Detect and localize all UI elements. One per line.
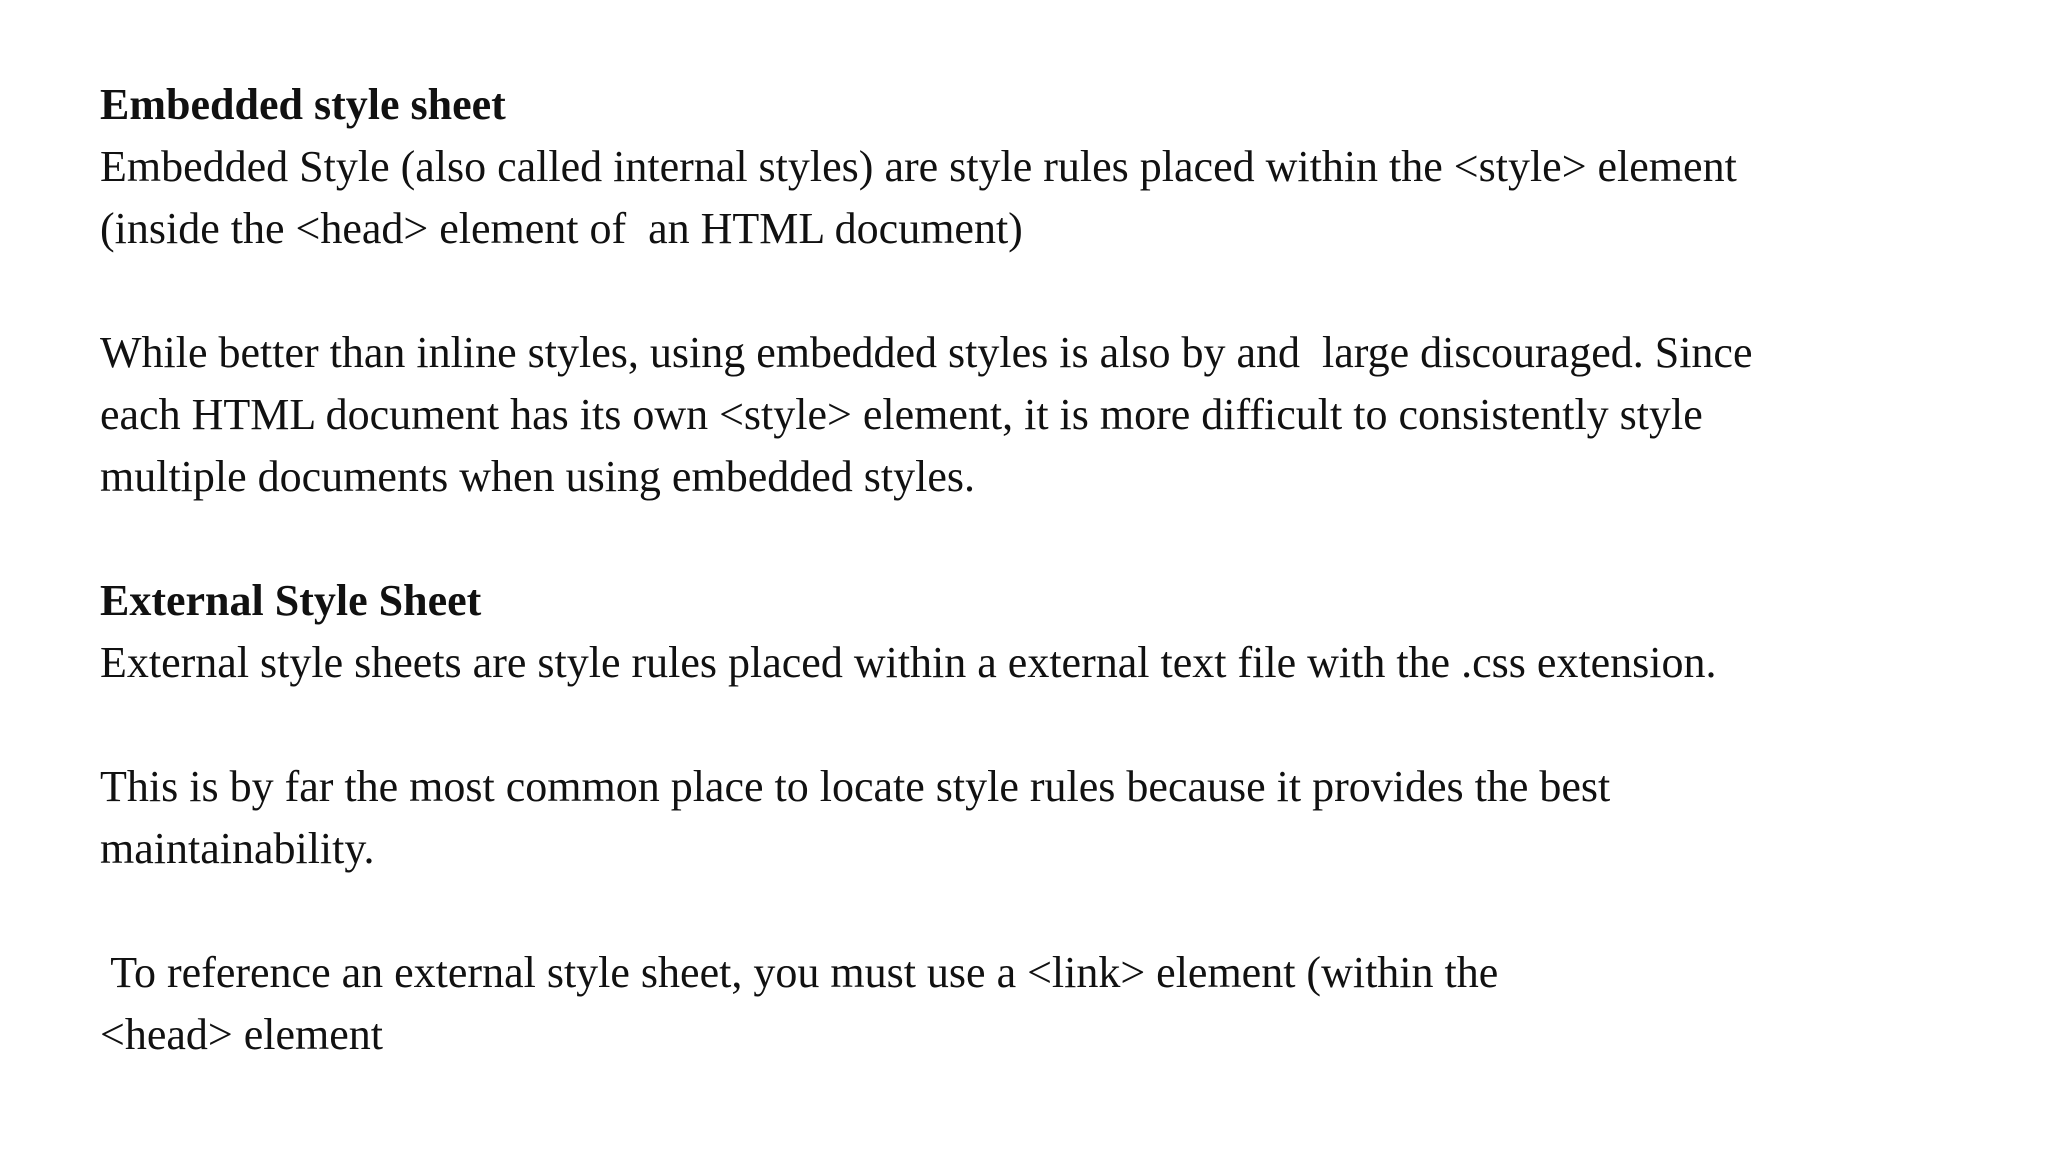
embedded-heading: Embedded style sheet	[100, 80, 506, 129]
embedded-definition-line-1: Embedded Style (also called internal styles) are style rules placed within the <style> element	[100, 142, 1737, 191]
external-note-line-2: maintainability.	[100, 824, 375, 873]
embedded-note-line-1: While better than inline styles, using embedded styles is also by and large discouraged. Since	[100, 328, 1753, 377]
embedded-note-line-2: each HTML document has its own <style> element, it is more difficult to consistently style	[100, 390, 1703, 439]
external-heading: External Style Sheet	[100, 576, 482, 625]
embedded-note-line-3: multiple documents when using embedded styles.	[100, 452, 975, 501]
external-reference-line-1: To reference an external style sheet, you must use a <link> element (within the	[100, 948, 1499, 997]
embedded-definition-line-2: (inside the <head> element of an HTML document)	[100, 204, 1023, 253]
external-definition-line-1: External style sheets are style rules placed within a external text file with the .css extension.	[100, 638, 1717, 687]
external-reference-line-2: <head> element	[100, 1010, 383, 1059]
external-note-line-1: This is by far the most common place to locate style rules because it provides the best	[100, 762, 1611, 811]
